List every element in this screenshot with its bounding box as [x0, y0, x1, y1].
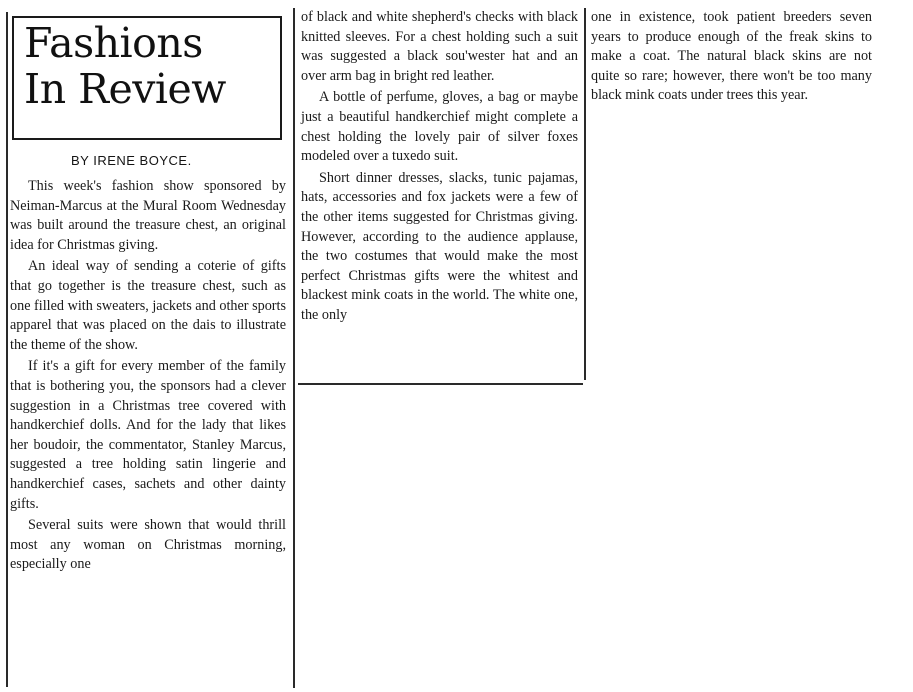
column-end-rule	[298, 383, 583, 385]
headline-line-1: Fashions	[24, 19, 203, 67]
paragraph: Short dinner dresses, slacks, tunic pajamas, hats, accessories and fox jackets were a few of the other items suggested for Christmas giving. However, according to the audience applause, the two costumes that would make the most perfect Christmas gifts were the whitest and blackest mink coats in the world. The white one, the only	[301, 169, 578, 323]
paragraph: of black and white shepherd's checks with black knitted sleeves. For a chest holding such a suit was suggested a black sou'wester hat and an over arm bag in bright red leather.	[301, 9, 578, 84]
paragraph: This week's fashion show sponsored by Neiman-Marcus at the Mural Room Wednesday was built around the treasure chest, an original idea for Christmas giving.	[10, 178, 286, 253]
paragraph: An ideal way of sending a coterie of gifts that go together is the treasure chest, such as one filled with sweaters, jackets and other sports apparel that was placed on the dais to illustrate the theme of the show.	[10, 258, 286, 353]
left-border-rule	[6, 12, 8, 687]
paragraph: Several suits were shown that would thrill most any woman on Christmas morning, especially one	[10, 517, 286, 573]
byline: BY IRENE BOYCE.	[71, 153, 192, 168]
paragraph: one in existence, took patient breeders seven years to produce enough of the freak skins to make a coat. The natural black skins are not quite so rare; however, there won't be too many black mink coats under trees this year.	[591, 9, 872, 104]
headline-line-2: In Review	[24, 65, 226, 113]
article-column-2	[301, 8, 578, 326]
headline-box	[12, 16, 282, 140]
column-divider-1	[293, 8, 295, 688]
article-column-1	[10, 177, 286, 575]
paragraph: A bottle of perfume, gloves, a bag or maybe just a beautiful handkerchief might complete a chest holding the lovely pair of silver foxes modeled over a tuxedo suit.	[301, 89, 578, 165]
article-column-3	[591, 8, 872, 106]
column-divider-2	[584, 8, 586, 380]
paragraph: If it's a gift for every member of the family that is bothering you, the sponsors had a clever suggestion in a Christmas tree covered with handkerchief dolls. And for the lady that likes her boudoir, the commentator, Stanley Marcus, suggested a tree holding satin lingerie and handkerchief cases, sachets and other dainty gifts.	[10, 358, 286, 512]
headline	[24, 20, 226, 112]
